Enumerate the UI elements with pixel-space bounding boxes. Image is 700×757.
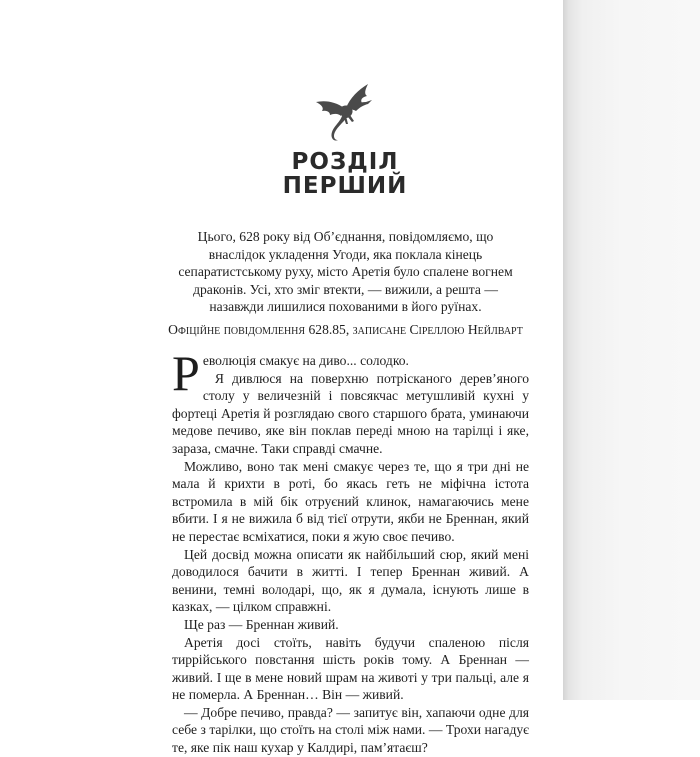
epigraph-source-author: Сіреллою Нейлварт — [409, 321, 523, 337]
epigraph-source-prefix: Офіційне повідомлення 628.85, записане — [168, 321, 410, 337]
opening-line: еволюція смакує на диво... солодко. — [202, 353, 409, 368]
epigraph-source — [168, 321, 523, 339]
chapter-title-line1: РОЗДІЛ — [291, 149, 399, 175]
body-paragraph: — Добре печиво, правда? — запитує він, хапаючи одне для себе з тарілки, що стоїть на столі між нами. — Трохи нагадує те, яке пік наш кухар у Калдирі, пам’ятаєш? — [172, 704, 529, 756]
epigraph — [168, 228, 523, 339]
dragon-icon — [310, 78, 382, 146]
opening-paragraph — [172, 345, 529, 401]
body-paragraph: Я дивлюся на поверхню потрісканого дерев’яного столу у величезній і повсякчас метушливій кухні у фортеці Аретія й розглядаю свого старшого брата, уминаючи медове печиво, яке він поклав переді мною на тарілці і яке, зараза, смачне. Таки справді смачне. — [172, 370, 529, 456]
body-paragraph: Аретія досі стоїть, навіть будучи спаленою після тиррійського повстання шість років тому. А Бреннан — живий. І ще в мене новий шрам на животі у три пальці, але я не померла. А Бреннан… Він — живий. — [172, 634, 529, 703]
chapter-title — [250, 150, 440, 198]
page-edge-shadow — [563, 0, 700, 700]
drop-cap: Р — [172, 345, 200, 401]
body-paragraph: Можливо, воно так мені смакує через те, що я три дні не мала й крихти в роті, бо якась геть не міфічна істота встромила в мій бік отруєний клинок, намагаючись мене вбити. І я не вижила б від тієї отрути, якби не Бреннан, який не перестає всміхатися, поки я жую своє печиво. — [172, 458, 529, 544]
chapter-body — [172, 345, 529, 757]
chapter-title-line2: ПЕРШИЙ — [282, 173, 408, 199]
epigraph-text: Цього, 628 року від Об’єднання, повідомляємо, що внаслідок укладення Угоди, яка поклала кінець сепаратистському руху, місто Аретія було спалене вогнем драконів. Усі, хто зміг втекти, — вижили, а решта — назавжди лишилися похованими в його руїнах. — [178, 229, 513, 315]
body-paragraph: Цей досвід можна описати як найбільший сюр, який мені доводилося бачити в житті. І тепер Бреннан живий. А венини, темні володарі, що, як я думала, існують лише в казках, — цілком справжні. — [172, 546, 529, 615]
body-paragraph: Ще раз — Бреннан живий. — [184, 616, 339, 632]
